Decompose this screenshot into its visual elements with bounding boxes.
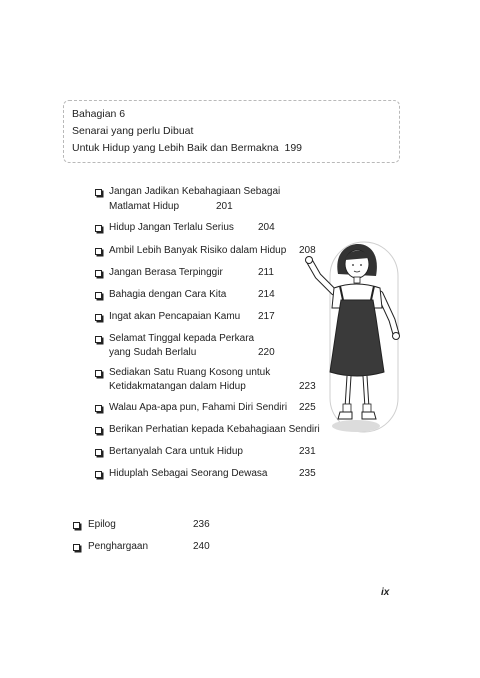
toc-entry-line1[interactable]: Jangan Jadikan Kebahagiaan Sebagai <box>109 186 281 197</box>
toc-page-number: 220 <box>258 347 275 358</box>
toc-entry-line1[interactable]: Sediakan Satu Ruang Kosong untuk <box>109 367 271 378</box>
toc-entry-line1[interactable]: Berikan Perhatian kepada Kebahagiaan Sendiri <box>109 424 320 435</box>
checkbox-icon <box>95 370 102 377</box>
toc-page-number: 231 <box>299 446 316 457</box>
toc-page-number: 235 <box>299 468 316 479</box>
checkbox-icon <box>95 292 102 299</box>
toc-page-number: 201 <box>216 201 233 212</box>
toc-page-number: 211 <box>258 267 274 278</box>
toc-entry-line1[interactable]: Hidup Jangan Terlalu Serius <box>109 222 234 233</box>
toc-entry-line1[interactable]: Ambil Lebih Banyak Risiko dalam Hidup <box>109 245 287 256</box>
section-label: Bahagian 6 <box>72 108 126 120</box>
toc-page-number: 204 <box>258 222 275 233</box>
toc-page-number: 217 <box>258 311 275 322</box>
checkbox-icon <box>73 544 80 551</box>
checkbox-icon <box>95 248 102 255</box>
toc-entry-line1[interactable]: Bertanyalah Cara untuk Hidup <box>109 446 243 457</box>
toc-page-number: 223 <box>299 381 316 392</box>
page-folio: ix <box>381 587 390 598</box>
toc-entry-line1[interactable]: Hiduplah Sebagai Seorang Dewasa <box>109 468 268 479</box>
toc-page-number: 214 <box>258 289 275 300</box>
checkbox-icon <box>95 405 102 412</box>
toc-entry-line2[interactable]: yang Sudah Berlalu <box>109 347 197 358</box>
checkbox-icon <box>73 522 80 529</box>
back-matter-label[interactable]: Penghargaan <box>88 541 149 552</box>
checkbox-icon <box>95 471 102 478</box>
checkbox-icon <box>95 270 102 277</box>
toc-entry-line1[interactable]: Selamat Tinggal kepada Perkara <box>109 333 255 344</box>
section-title-line2 <box>72 142 302 155</box>
checkbox-icon <box>95 449 102 456</box>
back-matter-page-number: 240 <box>193 541 210 552</box>
back-matter-page-number: 236 <box>193 519 210 530</box>
section-title-line1: Senarai yang perlu Dibuat <box>72 125 194 137</box>
toc-entry-line1[interactable]: Ingat akan Pencapaian Kamu <box>109 311 241 322</box>
toc-page-number: 208 <box>299 245 316 256</box>
toc-entry-line1[interactable]: Bahagia dengan Cara Kita <box>109 289 227 300</box>
toc-entry-line1[interactable]: Jangan Berasa Terpinggir <box>109 267 223 278</box>
toc-page-number: 225 <box>299 402 316 413</box>
checkbox-icon <box>95 336 102 343</box>
checkbox-icon <box>95 314 102 321</box>
checkbox-icon <box>95 189 102 196</box>
woman-waving-icon <box>296 236 408 446</box>
back-matter-label[interactable]: Epilog <box>88 519 116 530</box>
toc-entry-line2[interactable]: Matlamat Hidup <box>109 201 180 212</box>
checkbox-icon <box>95 427 102 434</box>
section-page-number: 199 <box>284 142 303 154</box>
toc-entry-line2[interactable]: Ketidakmatangan dalam Hidup <box>109 381 246 392</box>
section-title-text: Untuk Hidup yang Lebih Baik dan Bermakna <box>72 142 279 154</box>
toc-entry-line1[interactable]: Walau Apa-apa pun, Fahami Diri Sendiri <box>109 402 288 413</box>
checkbox-icon <box>95 225 102 232</box>
